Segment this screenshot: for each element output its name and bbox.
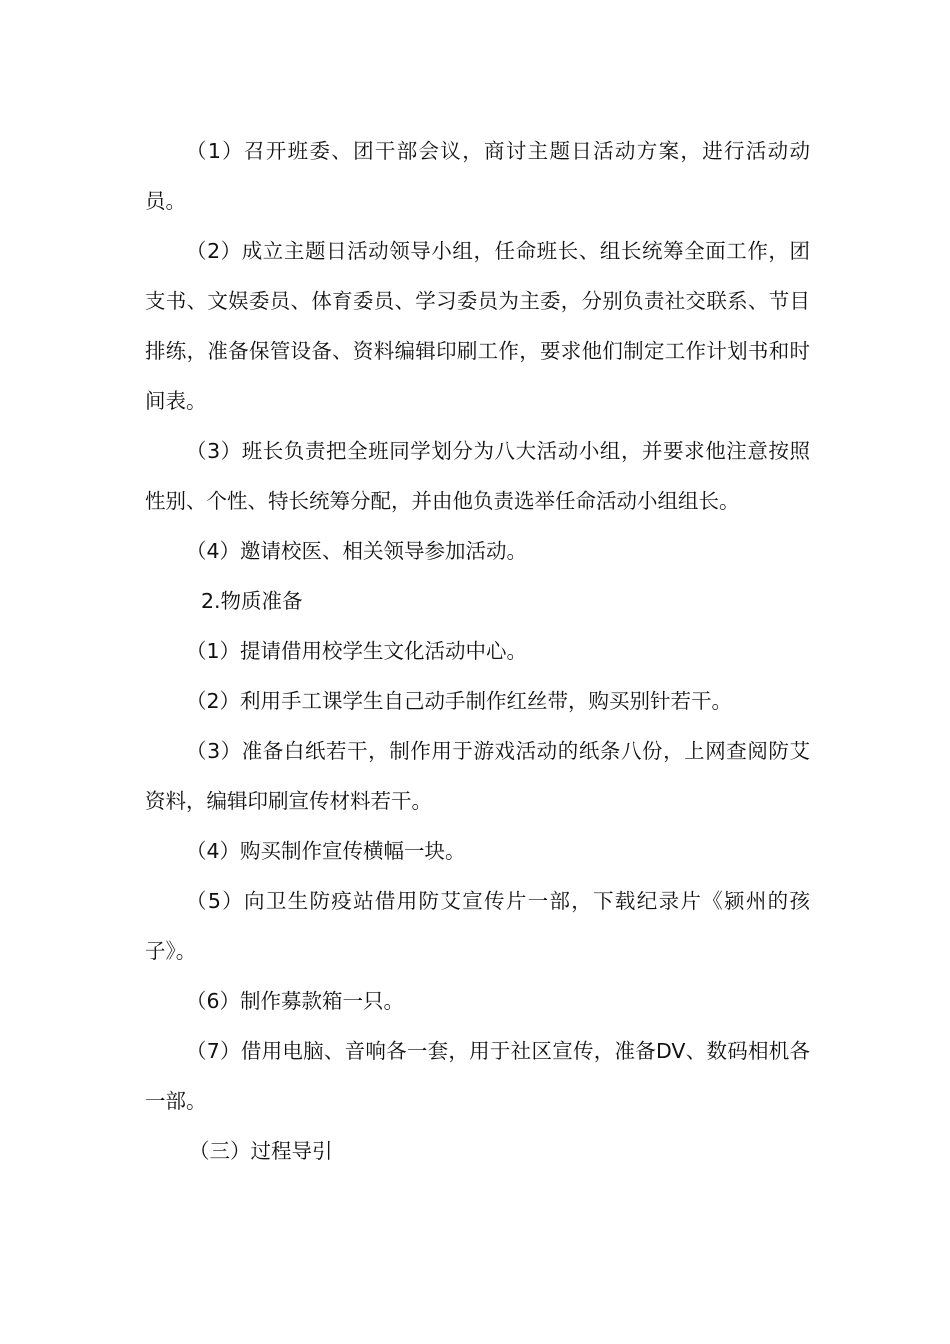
- paragraph-3: （3）班长负责把全班同学划分为八大活动小组，并要求他注意按照性别、个性、特长统筹分配，并由他负责选举任命活动小组组长。: [145, 439, 810, 513]
- material-item-4: （4）购买制作宣传横幅一块。: [186, 839, 466, 863]
- material-item-7: （7）借用电脑、音响各一套，用于社区宣传，准备DV、数码相机各一部。: [145, 1039, 810, 1113]
- material-item-2: （2）利用手工课学生自己动手制作红丝带，购买别针若干。: [186, 689, 733, 713]
- paragraph-4: （4）邀请校医、相关领导参加活动。: [186, 539, 528, 563]
- section-heading-process: （三）过程导引: [189, 1139, 333, 1163]
- paragraph-1: （1）召开班委、团干部会议，商讨主题日活动方案，进行活动动员。: [145, 139, 810, 213]
- material-item-6: （6）制作募款箱一只。: [186, 989, 405, 1013]
- material-item-5: （5）向卫生防疫站借用防艾宣传片一部，下载纪录片《颍州的孩子》。: [145, 889, 810, 963]
- paragraph-2: （2）成立主题日活动领导小组，任命班长、组长统筹全面工作，团支书、文娱委员、体育委员、学习委员为主委，分别负责社交联系、节目排练，准备保管设备、资料编辑印刷工作，要求他们制定工作计划书和时间表。: [145, 239, 810, 413]
- section-heading-material: 2.物质准备: [201, 589, 303, 613]
- material-item-1: （1）提请借用校学生文化活动中心。: [186, 639, 528, 663]
- material-item-3: （3）准备白纸若干，制作用于游戏活动的纸条八份，上网查阅防艾资料，编辑印刷宣传材料若干。: [145, 739, 810, 813]
- document-body: [145, 126, 810, 1176]
